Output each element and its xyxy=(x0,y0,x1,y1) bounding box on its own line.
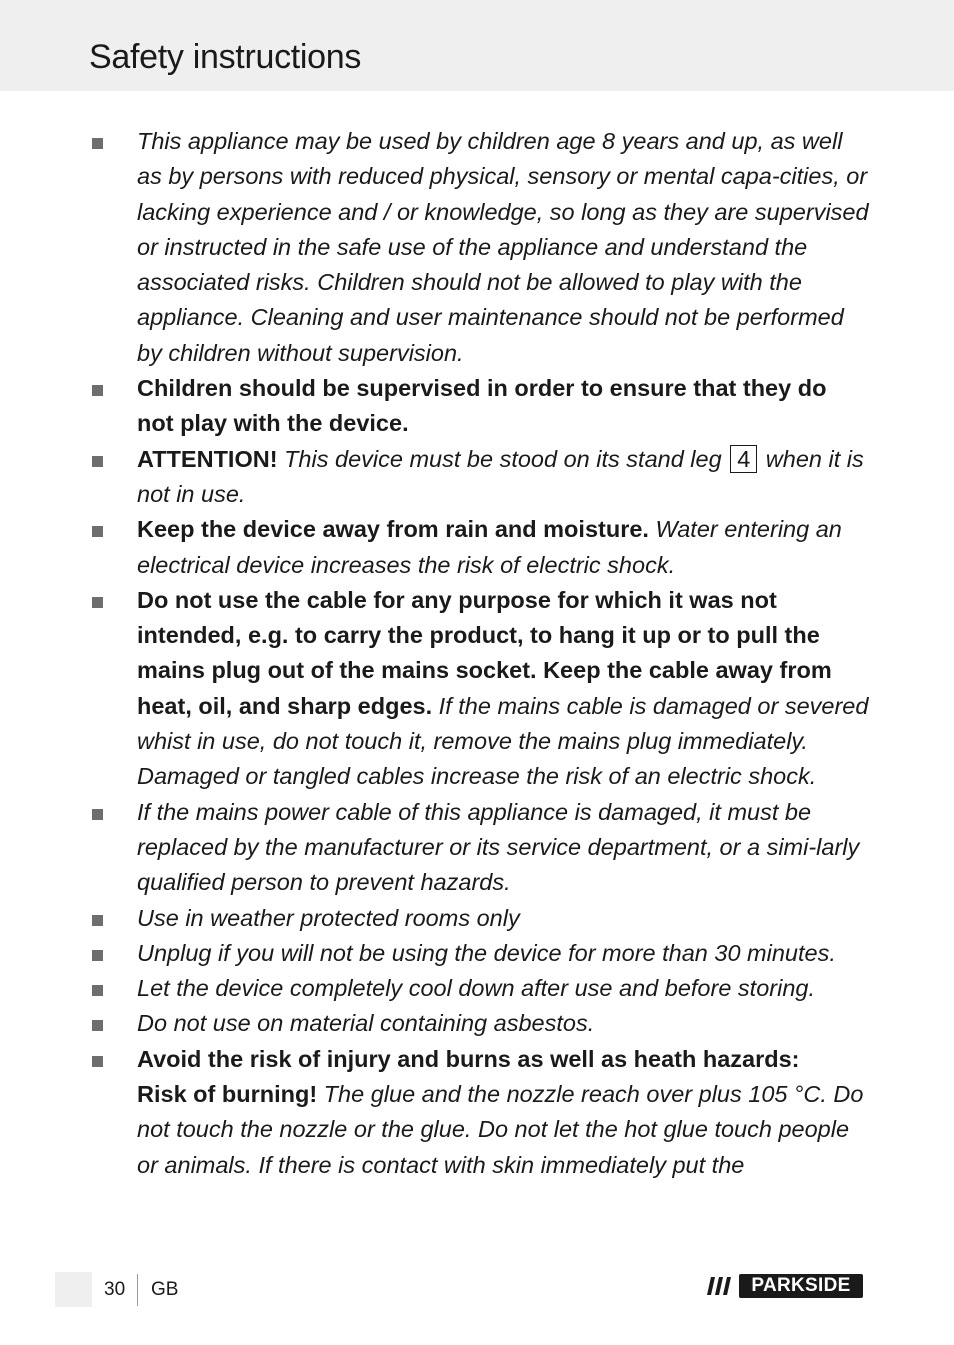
instructions-list xyxy=(89,124,869,1183)
instruction-item xyxy=(89,512,869,583)
body-text: Unplug if you will not be using the device for more than 30 minutes. xyxy=(137,939,836,966)
instruction-item xyxy=(89,1006,869,1041)
body-text: Use in weather protected rooms only xyxy=(137,904,520,931)
square-bullet-icon xyxy=(92,915,103,926)
instruction-text xyxy=(137,1042,869,1077)
instruction-item xyxy=(89,971,869,1006)
emphasis-text: Keep the device away from rain and moisture. xyxy=(137,516,649,543)
instruction-text xyxy=(137,971,869,1006)
instruction-item xyxy=(89,901,869,936)
body-text: Water entering an electrical device increases the risk of electric shock. xyxy=(137,516,842,578)
instruction-text xyxy=(137,124,869,371)
body-text: This appliance may be used by children age 8 years and up, as well as by persons with reduced physical, sensory or mental capa-cities, or lacking experience and / or knowledge, so long as they are supervised or instructed in the safe use of the appliance and understand the associated risks. Children should not be allowed to play with the appliance. Cleaning and user maintenance should not be performed by children without supervision. xyxy=(137,128,869,366)
footer-divider xyxy=(137,1274,138,1306)
instruction-text xyxy=(137,512,869,583)
square-bullet-icon xyxy=(92,526,103,537)
square-bullet-icon xyxy=(92,138,103,149)
instruction-text xyxy=(137,936,869,971)
emphasis-text: Children should be supervised in order to ensure that they do not play with the device. xyxy=(137,375,827,437)
body-text: Damaged or tangled cables increase the risk of an electric shock. xyxy=(137,763,817,790)
instruction-item xyxy=(89,1042,869,1183)
square-bullet-icon xyxy=(92,385,103,396)
instruction-item xyxy=(89,583,869,795)
instruction-text xyxy=(137,371,869,442)
instruction-item xyxy=(89,371,869,442)
emphasis-text: ATTENTION! xyxy=(137,445,278,472)
body-text: The glue and the nozzle reach over plus 105 °C. Do not touch the nozzle or the glue. Do not let the hot glue touch people or animals. If there is contact with skin immediately put the xyxy=(137,1081,864,1178)
body-text: If the mains cable is damaged or severed whist in use, do not touch it, remove the mains plug immediately. xyxy=(137,692,869,755)
logo-stripes-icon xyxy=(705,1274,739,1298)
brand-logo xyxy=(705,1274,863,1298)
body-text: This device must be stood on its stand leg xyxy=(277,445,729,472)
brand-name: PARKSIDE xyxy=(739,1274,863,1298)
instruction-text xyxy=(137,442,869,513)
emphasis-text: Avoid the risk of injury and burns as well as heath hazards: xyxy=(137,1045,800,1072)
page-title: Safety instructions xyxy=(89,38,362,76)
instruction-item xyxy=(89,795,869,901)
instruction-text xyxy=(137,1006,869,1041)
instruction-text xyxy=(137,1077,869,1183)
square-bullet-icon xyxy=(92,456,103,467)
square-bullet-icon xyxy=(92,950,103,961)
square-bullet-icon xyxy=(92,985,103,996)
square-bullet-icon xyxy=(92,1020,103,1031)
body-text: Let the device completely cool down after use and before storing. xyxy=(137,975,815,1002)
instruction-item xyxy=(89,936,869,971)
body-text: when it is not in use. xyxy=(137,445,864,507)
instruction-text xyxy=(137,901,869,936)
body-text: Do not use on material containing asbestos. xyxy=(137,1010,595,1037)
body-text: If the mains power cable of this appliance is damaged, it must be replaced by the manufacturer or its service department, or a simi-larly qualified person to prevent hazards. xyxy=(137,798,860,896)
page-number: 30 xyxy=(104,1279,126,1300)
instruction-text xyxy=(137,795,869,901)
instruction-item xyxy=(89,442,869,513)
square-bullet-icon xyxy=(92,809,103,820)
instruction-text xyxy=(137,583,869,759)
footer-page-marker xyxy=(55,1272,92,1307)
language-code: GB xyxy=(151,1279,179,1300)
square-bullet-icon xyxy=(92,597,103,608)
instruction-item xyxy=(89,124,869,371)
part-reference: 4 xyxy=(730,445,757,473)
square-bullet-icon xyxy=(92,1056,103,1067)
emphasis-text: Risk of burning! xyxy=(137,1081,318,1108)
emphasis-text: Do not use the cable for any purpose for which it was not intended, e.g. to carry the product, to hang it up or to pull the mains plug out of the mains socket. Keep the cable away from heat, oil, and sharp edges. xyxy=(137,586,832,719)
instruction-text xyxy=(137,759,869,794)
